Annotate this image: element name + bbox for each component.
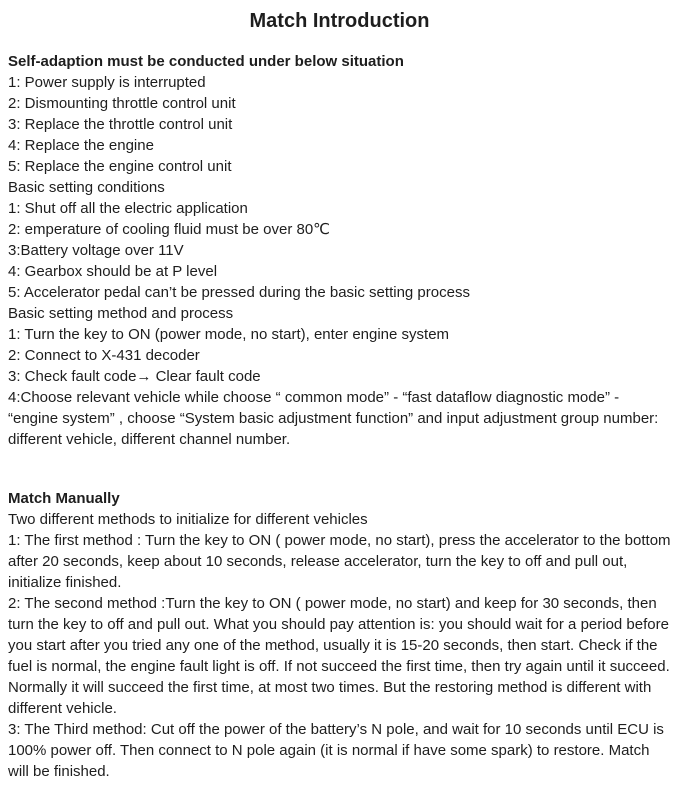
text-line: 1: Shut off all the electric application xyxy=(8,200,248,217)
section-match-manually xyxy=(8,488,671,782)
text-line: 2: Connect to X-431 decoder xyxy=(8,347,200,364)
text-paragraph: 2: The second method :Turn the key to ON ( power mode, no start) and keep for 30 seconds, then turn the key to off and pull out. What you should pay attention is: you should wait for a period before you start after you tried any one of the method, usually it is 15-20 seconds, then start. Check if the fuel is normal, the engine fault light is off. If not succeed the first time, then try again until it succeed. Normally it will succeed the first time, at most two times. But the restoring method is different with different vehicle. xyxy=(8,595,670,717)
text-line: 3:Battery voltage over 11V xyxy=(8,242,184,259)
text-line: 3: Replace the throttle control unit xyxy=(8,116,233,133)
text-paragraph: 3: The Third method: Cut off the power of the battery’s N pole, and wait for 10 seconds until ECU is 100% power off. Then connect to N pole again (it is normal if have some spark) to restore. Match will be finished. xyxy=(8,721,664,780)
page-title: Match Introduction xyxy=(249,10,430,32)
text-line: 5: Replace the engine control unit xyxy=(8,158,232,175)
text-line: 4: Replace the engine xyxy=(8,137,154,154)
text-line: 5: Accelerator pedal can’t be pressed during the basic setting process xyxy=(8,284,470,301)
text-paragraph: 1: The first method : Turn the key to ON ( power mode, no start), press the accelerator to the bottom after 20 seconds, keep about 10 seconds, release accelerator, turn the key to off and pull out, initialize finished. xyxy=(8,532,671,591)
text-line: Basic setting conditions xyxy=(8,179,165,196)
text-line: 2: Dismounting throttle control unit xyxy=(8,95,236,112)
text-line: 1: Turn the key to ON (power mode, no start), enter engine system xyxy=(8,326,450,343)
text-paragraph: 4:Choose relevant vehicle while choose “ common mode” - “fast dataflow diagnostic mode” - “engine system” , choose “System basic adjustment function” and input adjustment group number: different vehicle, different channel number. xyxy=(8,389,659,448)
text-line: 2: emperature of cooling fluid must be over 80℃ xyxy=(8,221,331,238)
section-heading-match-manually: Match Manually xyxy=(8,490,120,507)
text-line: 1: Power supply is interrupted xyxy=(8,74,206,91)
text-line: 3: Check fault code→ Clear fault code xyxy=(8,368,261,385)
text-line: Two different methods to initialize for different vehicles xyxy=(8,511,368,528)
section-heading-self-adaption: Self-adaption must be conducted under below situation xyxy=(8,53,404,70)
section-self-adaption xyxy=(8,51,671,450)
text-line: 4: Gearbox should be at P level xyxy=(8,263,218,280)
text-line: Basic setting method and process xyxy=(8,305,234,322)
